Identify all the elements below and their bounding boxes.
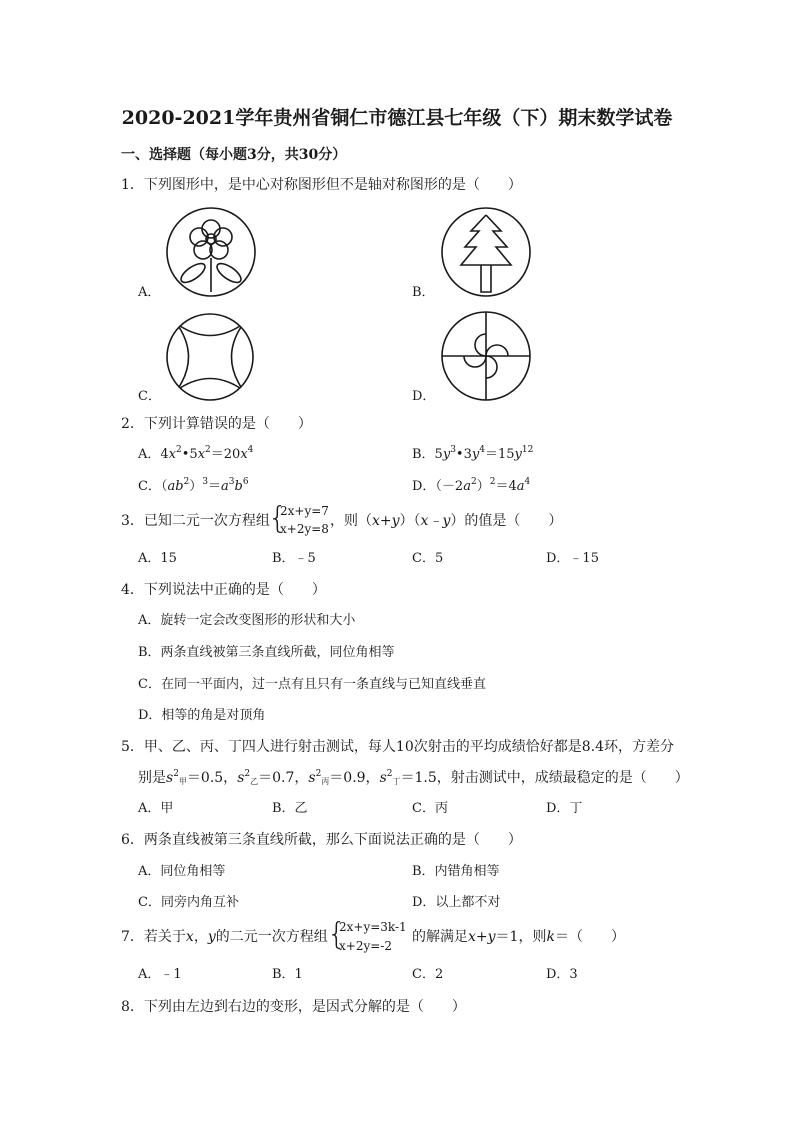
question-5-stem-line-1: 5．甲、乙、丙、丁四人进行射击测试，每人10次射击的平均成绩恰好都是8.4环，方差分 (121, 739, 674, 755)
q1-option-b-label: B． (412, 285, 435, 300)
flower-figure (165, 206, 257, 298)
q3-system-brace: { (268, 501, 288, 536)
q4-option-d: D．相等的角是对顶角 (138, 708, 266, 723)
q6-option-c: C．同旁内角互补 (138, 895, 239, 910)
question-3-stem-prefix: 3．已知二元一次方程组 (121, 513, 270, 529)
q2-option-d: D．$(-2a^2)^2=4a^4$ (412, 477, 531, 494)
q5-option-a: A．甲 (138, 801, 174, 816)
q3-option-c: C．5 (412, 551, 444, 566)
q4-option-c: C．在同一平面内，过一点有且只有一条直线与已知直线垂直 (138, 677, 486, 692)
page-title: 2020-2021学年贵州省铜仁市德江县七年级（下）期末数学试卷 (121, 107, 673, 129)
q2-option-a: A．$4x^2•5x^2=20x^4$ (138, 445, 254, 462)
q7-equation-1: 2x+y=3k-1 (339, 920, 407, 934)
q7-option-b: B．1 (272, 967, 303, 982)
q7-option-a: A．﹣1 (138, 967, 182, 982)
q7-system-brace: { (327, 917, 347, 952)
q2-option-c: C．$(ab^2)^3=a^3b^6$ (138, 477, 249, 494)
q3-equation-1: 2x+y=7 (280, 504, 329, 518)
q5-option-b: B．乙 (272, 801, 308, 816)
question-8-stem: 8．下列由左边到右边的变形，是因式分解的是（ ） (121, 999, 466, 1015)
pinwheel-figure (441, 311, 531, 401)
q5-option-d: D．丁 (546, 801, 583, 816)
tree-figure (441, 207, 531, 297)
q1-option-c-label: C． (138, 389, 161, 404)
q3-option-d: D．﹣15 (546, 551, 599, 566)
question-7-stem-suffix: 的解满足x+y＝1，则k＝（ ） (412, 929, 625, 945)
question-4-stem: 4．下列说法中正确的是（ ） (121, 582, 326, 598)
q3-option-a: A．15 (138, 551, 177, 566)
q7-equation-2: x+2y=-2 (339, 939, 392, 953)
q3-equation-2: x+2y=8 (280, 522, 329, 536)
q2-option-b: B．$5y^3•3y^4=15y^{12}$ (412, 445, 534, 462)
question-3-stem-suffix: ，则（x+y）（x﹣y）的值是（ ） (330, 513, 563, 529)
question-7-stem-prefix: 7．若关于x，y的二元一次方程组 (121, 929, 328, 945)
question-2-stem: 2．下列计算错误的是（ ） (121, 416, 312, 432)
question-6-stem: 6．两条直线被第三条直线所截，那么下面说法正确的是（ ） (121, 832, 522, 848)
arc-square-figure (166, 313, 254, 401)
section-heading: 一、选择题（每小题3分，共30分） (121, 147, 347, 163)
q6-option-b: B．内错角相等 (412, 864, 500, 879)
q7-option-c: C．2 (412, 967, 444, 982)
q5-option-c: C．丙 (412, 801, 448, 816)
q4-option-a: A．旋转一定会改变图形的形状和大小 (138, 613, 356, 628)
q3-option-b: B．﹣5 (272, 551, 316, 566)
question-5-stem-line-2: 别是$s^2_甲=0.5$，$s^2_乙=0.7$，$s^2_丙=0.9$，$s^2_丁=1.5$，射击测试中，成绩最稳定的是（ ） (138, 769, 689, 786)
question-1-stem: 1．下列图形中，是中心对称图形但不是轴对称图形的是（ ） (121, 177, 522, 193)
q6-option-d: D．以上都不对 (412, 895, 501, 910)
q6-option-a: A．同位角相等 (138, 864, 226, 879)
q1-option-a-label: A． (138, 285, 161, 300)
q4-option-b: B．两条直线被第三条直线所截，同位角相等 (138, 645, 395, 660)
q7-option-d: D．3 (546, 967, 578, 982)
q1-option-d-label: D． (412, 389, 436, 404)
